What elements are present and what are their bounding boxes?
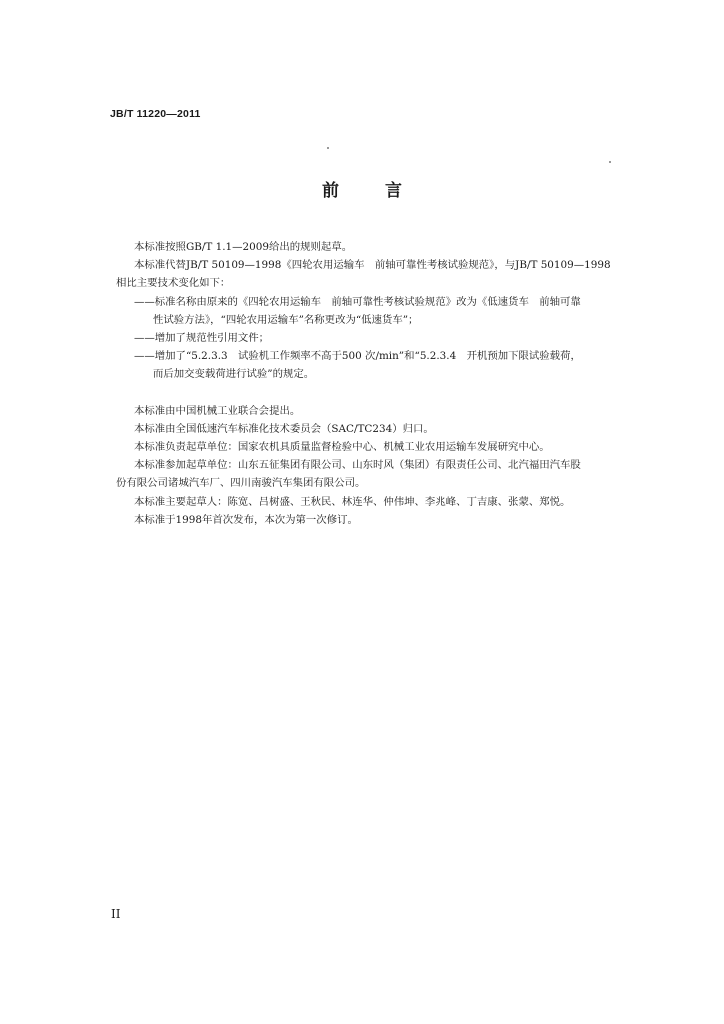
paragraph-centralized-by: 本标准由全国低速汽车标准化技术委员会（SAC/TC234）归口。 — [134, 422, 434, 435]
paragraph-publication-history: 本标准于1998年首次发布，本次为第一次修订。 — [134, 513, 358, 526]
change-item-1-line-2: 性试验方法》，“四轮农用运输车”名称更改为“低速货车”； — [153, 313, 419, 326]
paragraph-drafting-rules: 本标准按照GB/T 1.1—2009给出的规则起草。 — [134, 241, 353, 253]
paragraph-replaces-line-2: 相比主要技术变化如下： — [116, 277, 231, 290]
change-item-3-line-1: ——增加了“5.2.3.3 试验机工作频率不高于500 次/min”和“5.2.3.4 开机预加下限试验载荷， — [134, 350, 581, 363]
change-item-2: ——增加了规范性引用文件； — [134, 332, 270, 345]
paragraph-proposed-by: 本标准由中国机械工业联合会提出。 — [134, 404, 301, 417]
scan-speck — [609, 161, 611, 163]
scan-speck — [327, 147, 329, 149]
change-item-3-line-2: 而后加交变载荷进行试验”的规定。 — [153, 368, 315, 381]
title-char-1: 前 — [322, 181, 339, 201]
standard-code: JB/T 11220—2011 — [110, 108, 201, 120]
page-number: II — [111, 907, 121, 921]
page-title — [0, 176, 724, 201]
paragraph-main-drafters-org: 本标准负责起草单位：国家农机具质量监督检验中心、机械工业农用运输车发展研究中心。 — [134, 441, 550, 454]
paragraph-main-drafters: 本标准主要起草人：陈宽、吕树盛、王秋民、林连华、仲伟坤、李兆峰、丁吉康、张蒙、郑悦。 — [134, 495, 571, 508]
title-char-2: 言 — [385, 181, 402, 201]
paragraph-participating-org-line-1: 本标准参加起草单位：山东五征集团有限公司、山东时风（集团）有限责任公司、北汽福田汽车股 — [134, 459, 581, 472]
foreword-body — [116, 238, 616, 529]
paragraph-participating-org-line-2: 份有限公司诸城汽车厂、四川南骏汽车集团有限公司。 — [116, 477, 366, 490]
paragraph-replaces-line-1: 本标准代替JB/T 50109—1998《四轮农用运输车 前轴可靠性考核试验规范》，与JB/T 50109—1998 — [134, 259, 611, 272]
change-item-1-line-1: ——标准名称由原来的《四轮农用运输车 前轴可靠性考核试验规范》改为《低速货车 前轴可靠 — [134, 295, 581, 308]
